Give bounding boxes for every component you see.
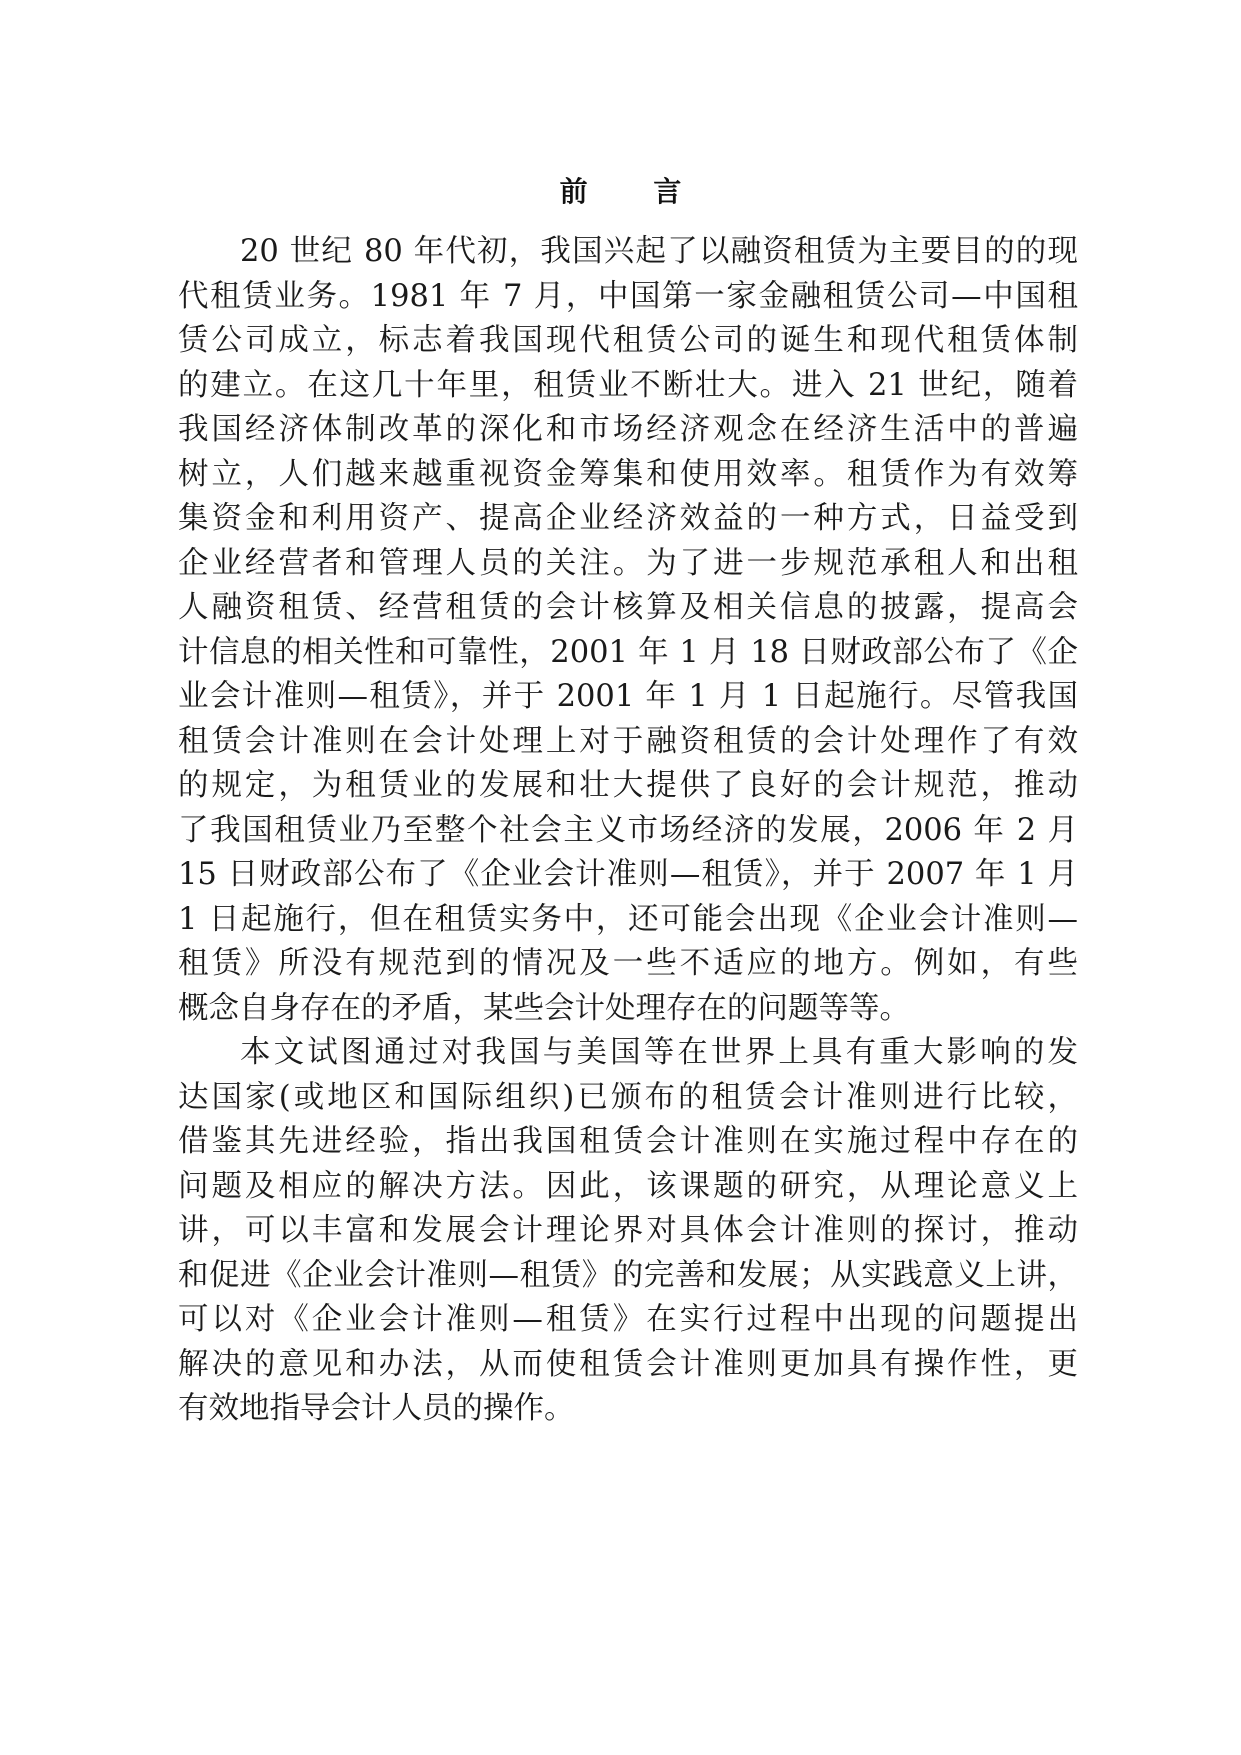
text-line: 租赁》所没有规范到的情况及一些不适应的地方。例如，有些 (178, 946, 1078, 981)
text-line: 企业经营者和管理人员的关注。为了进一步规范承租人和出租 (178, 545, 1078, 581)
text-line: 本文试图通过对我国与美国等在世界上具有重大影响的发 (240, 1035, 1078, 1070)
text-line: 1 日起施行，但在租赁实务中，还可能会出现《企业会计准则— (178, 901, 1078, 937)
text-line: 讲，可以丰富和发展会计理论界对具体会计准则的探讨，推动 (178, 1213, 1078, 1248)
paragraph-1 (178, 230, 1078, 1031)
text-line: 有效地指导会计人员的操作。 (178, 1391, 575, 1426)
text-line: 达国家(或地区和国际组织)已颁布的租赁会计准则进行比较， (178, 1079, 1078, 1115)
text-line: 可以对《企业会计准则—租赁》在实行过程中出现的问题提出 (178, 1302, 1078, 1337)
text-line: 赁公司成立，标志着我国现代租赁公司的诞生和现代租赁体制 (178, 323, 1078, 358)
text-line: 我国经济体制改革的深化和市场经济观念在经济生活中的普遍 (178, 412, 1078, 447)
text-line: 树立，人们越来越重视资金筹集和使用效率。租赁作为有效筹 (178, 456, 1078, 492)
text-line: 计信息的相关性和可靠性，2001 年 1 月 18 日财政部公布了《企 (178, 634, 1078, 670)
text-line: 借鉴其先进经验，指出我国租赁会计准则在实施过程中存在的 (178, 1124, 1078, 1159)
page-title: 前 言 (559, 175, 710, 208)
text-line: 20 世纪 80 年代初，我国兴起了以融资租赁为主要目的的现 (240, 234, 1078, 269)
text-line: 15 日财政部公布了《企业会计准则—租赁》，并于 2007 年 1 月 (178, 857, 1078, 892)
text-line: 集资金和利用资产、提高企业经济效益的一种方式，日益受到 (178, 501, 1078, 536)
text-line: 的规定，为租赁业的发展和壮大提供了良好的会计规范，推动 (178, 768, 1078, 803)
text-line: 代租赁业务。1981 年 7 月，中国第一家金融租赁公司—中国租 (178, 278, 1078, 314)
text-line: 租赁会计准则在会计处理上对于融资租赁的会计处理作了有效 (178, 723, 1078, 759)
text-line: 概念自身存在的矛盾，某些会计处理存在的问题等等。 (178, 990, 910, 1026)
text-line: 人融资租赁、经营租赁的会计核算及相关信息的披露，提高会 (178, 590, 1078, 625)
text-line: 的建立。在这几十年里，租赁业不断壮大。进入 21 世纪，随着 (178, 367, 1078, 403)
text-line: 了我国租赁业乃至整个社会主义市场经济的发展，2006 年 2 月 (178, 812, 1078, 848)
text-line: 和促进《企业会计准则—租赁》的完善和发展；从实践意义上讲， (178, 1257, 1078, 1293)
text-line: 业会计准则—租赁》，并于 2001 年 1 月 1 日起施行。尽管我国 (178, 679, 1078, 714)
paragraph-2 (178, 1031, 1078, 1432)
text-line: 解决的意见和办法，从而使租赁会计准则更加具有操作性，更 (178, 1346, 1078, 1382)
body-text (178, 230, 1078, 1432)
text-line: 问题及相应的解决方法。因此，该课题的研究，从理论意义上 (178, 1168, 1078, 1204)
